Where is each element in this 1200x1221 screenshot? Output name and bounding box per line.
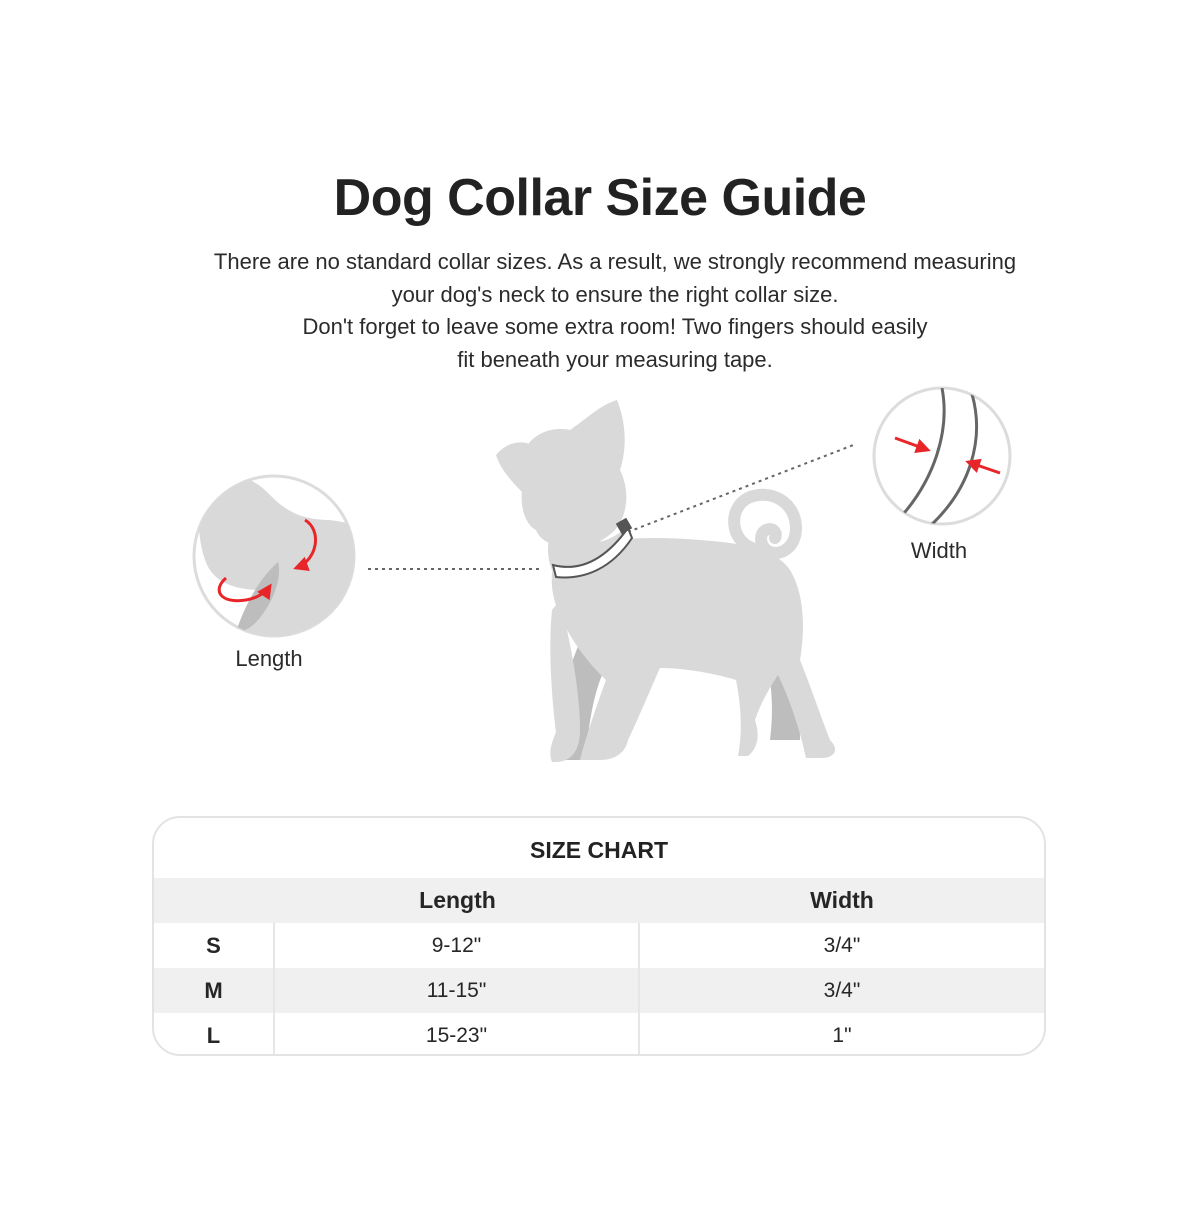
header-width: Width	[810, 887, 874, 913]
length-label: Length	[235, 646, 303, 671]
length-cell: 9-12"	[275, 923, 640, 968]
intro-line: There are no standard collar sizes. As a result, we strongly recommend measuring	[213, 249, 1017, 274]
size-chart-title: SIZE CHART	[530, 837, 668, 863]
width-label: Width	[910, 538, 968, 563]
width-cell: 3/4"	[823, 978, 861, 1002]
dog-silhouette-icon	[496, 400, 835, 762]
intro-line: fit beneath your measuring tape.	[457, 346, 773, 372]
intro-text	[150, 246, 1080, 376]
width-cell: 3/4"	[823, 933, 861, 957]
dog-measurement-illustration	[0, 380, 1200, 780]
intro-line: Don't forget to leave some extra room! Two fingers should easily	[302, 314, 928, 339]
size-cell: L	[154, 1013, 275, 1056]
size-chart-header-row	[154, 878, 1044, 923]
dog-illustration-svg	[0, 380, 1200, 780]
length-cell: 15-23"	[275, 1013, 640, 1056]
table-row	[154, 1013, 1044, 1056]
table-row	[154, 968, 1044, 1013]
header-size	[154, 878, 275, 923]
intro-line: your dog's neck to ensure the right collar size.	[391, 281, 839, 307]
width-leader-line	[628, 444, 856, 532]
page-title: Dog Collar Size Guide	[333, 169, 867, 227]
width-cell: 1"	[832, 1023, 852, 1047]
length-cell: 11-15"	[275, 968, 640, 1013]
table-row	[154, 923, 1044, 968]
size-cell: M	[154, 968, 275, 1013]
width-detail-icon	[874, 388, 1010, 528]
size-chart-table	[152, 816, 1046, 1056]
length-detail-icon	[194, 470, 360, 650]
header-length: Length	[419, 887, 496, 913]
size-cell: S	[154, 923, 275, 968]
